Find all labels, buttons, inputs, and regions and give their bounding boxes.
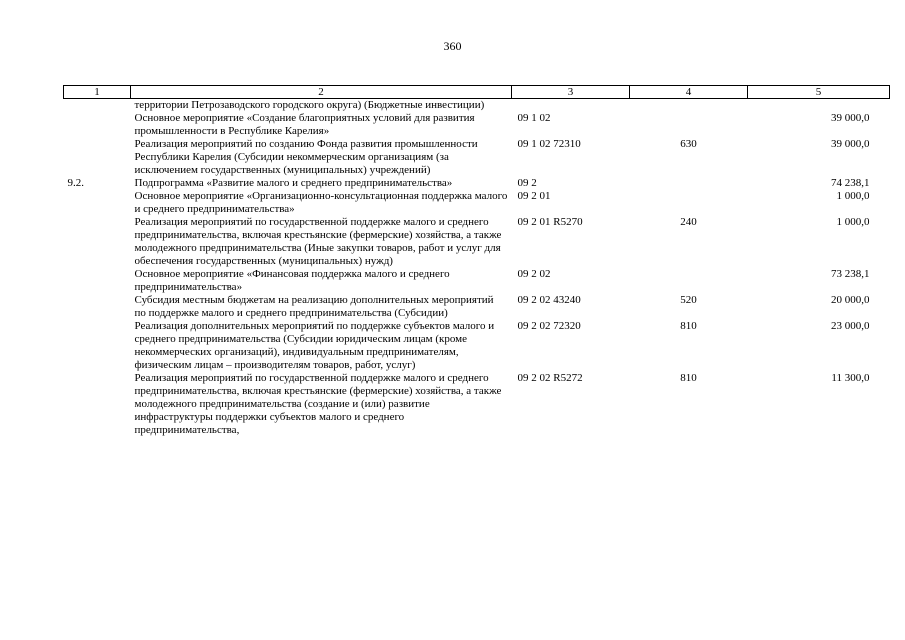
row-code: 09 2 02 43240 — [517, 294, 581, 306]
row-expense-type: 810 — [680, 320, 697, 332]
row-code: 09 2 — [517, 177, 537, 189]
row-name: Основное мероприятие «Финансовая поддержка малого и среднего предпринимательства» — [134, 268, 450, 293]
table-body — [64, 99, 890, 438]
row-name: Субсидия местным бюджетам на реализацию дополнительных мероприятий по поддержке малого и среднего предпринимательства (Субсидии) — [134, 294, 494, 319]
row-amount: 39 000,0 — [831, 138, 870, 150]
row-amount: 74 238,1 — [831, 177, 870, 189]
row-expense-type: 240 — [680, 216, 697, 228]
budget-table — [63, 85, 890, 437]
row-code: 09 1 02 — [517, 112, 551, 124]
row-amount: 23 000,0 — [831, 320, 870, 332]
row-amount: 73 238,1 — [831, 268, 870, 280]
row-number — [64, 99, 131, 113]
row-expense-type: 520 — [680, 294, 697, 306]
row-code: 09 2 02 R5272 — [517, 372, 583, 384]
row-amount: 11 300,0 — [831, 372, 870, 384]
row-number — [64, 268, 131, 294]
table-row — [64, 177, 890, 190]
row-amount: 1 000,0 — [836, 216, 870, 228]
row-number — [64, 112, 131, 138]
table-row — [64, 112, 890, 138]
row-code — [512, 99, 630, 113]
row-number — [64, 138, 131, 177]
table-header — [64, 86, 890, 99]
row-name: Реализация мероприятий по государственной поддержке малого и среднего предпринимательства, включая крестьянские (фермерские) хозяйства, а также молодежного предпринимательства (создание и (или) развитие инфраструктуры поддержки субъектов малого и среднего предпринимательства, — [134, 372, 502, 436]
row-name: Основное мероприятие «Создание благоприятных условий для развития промышленности в Республике Карелия» — [134, 112, 475, 137]
row-number — [64, 294, 131, 320]
table-row — [64, 320, 890, 372]
table-row — [64, 268, 890, 294]
table-row — [64, 294, 890, 320]
column-header-3: 3 — [512, 86, 630, 99]
row-expense-type: 810 — [680, 372, 697, 384]
row-expense-type — [630, 177, 748, 190]
row-number — [64, 372, 131, 437]
row-number — [64, 190, 131, 216]
row-expense-type — [630, 268, 748, 294]
column-header-2: 2 — [131, 86, 512, 99]
table-row — [64, 190, 890, 216]
column-header-1: 1 — [64, 86, 131, 99]
row-amount: 20 000,0 — [831, 294, 870, 306]
row-name: Реализация мероприятий по государственной поддержке малого и среднего предпринимательства, включая крестьянские (фермерские) хозяйства, а также молодежного предпринимательства (Иные закупки товаров, работ и услуг для обеспечения государственных (муниципальных) нужд) — [134, 216, 502, 267]
row-code: 09 2 02 72320 — [517, 320, 581, 332]
column-header-5: 5 — [748, 86, 890, 99]
table-row — [64, 138, 890, 177]
row-name: Реализация дополнительных мероприятий по поддержке субъектов малого и среднего предпринимательства (Субсидии юридическим лицам (кроме некоммерческих организаций), индивидуальным предпринимателям, физическим лицам – производителям товаров, работ, услуг) — [134, 320, 495, 371]
row-code: 09 2 02 — [517, 268, 551, 280]
row-number: 9.2. — [67, 177, 84, 189]
row-expense-type — [630, 99, 748, 113]
row-amount — [748, 99, 890, 113]
row-code: 09 1 02 72310 — [517, 138, 581, 150]
row-name: Подпрограмма «Развитие малого и среднего предпринимательства» — [134, 177, 453, 189]
row-code: 09 2 01 — [517, 190, 551, 202]
page-number: 360 — [443, 39, 462, 53]
row-number — [64, 216, 131, 268]
row-name: Реализация мероприятий по созданию Фонда развития промышленности Республики Карелия (Субсидии некоммерческим организациям (за исключением государственных (муниципальных) учреждений) — [134, 138, 478, 176]
column-header-4: 4 — [630, 86, 748, 99]
table-row — [64, 372, 890, 437]
row-name: Основное мероприятие «Организационно-консультационная поддержка малого и среднего предпринимательства» — [134, 190, 508, 215]
row-amount: 1 000,0 — [836, 190, 870, 202]
row-expense-type: 630 — [680, 138, 697, 150]
row-code: 09 2 01 R5270 — [517, 216, 583, 228]
table-row — [64, 99, 890, 113]
row-amount: 39 000,0 — [831, 112, 870, 124]
table-row — [64, 216, 890, 268]
row-expense-type — [630, 190, 748, 216]
row-number — [64, 320, 131, 372]
row-name: территории Петрозаводского городского округа) (Бюджетные инвестиции) — [134, 99, 485, 111]
row-expense-type — [630, 112, 748, 138]
